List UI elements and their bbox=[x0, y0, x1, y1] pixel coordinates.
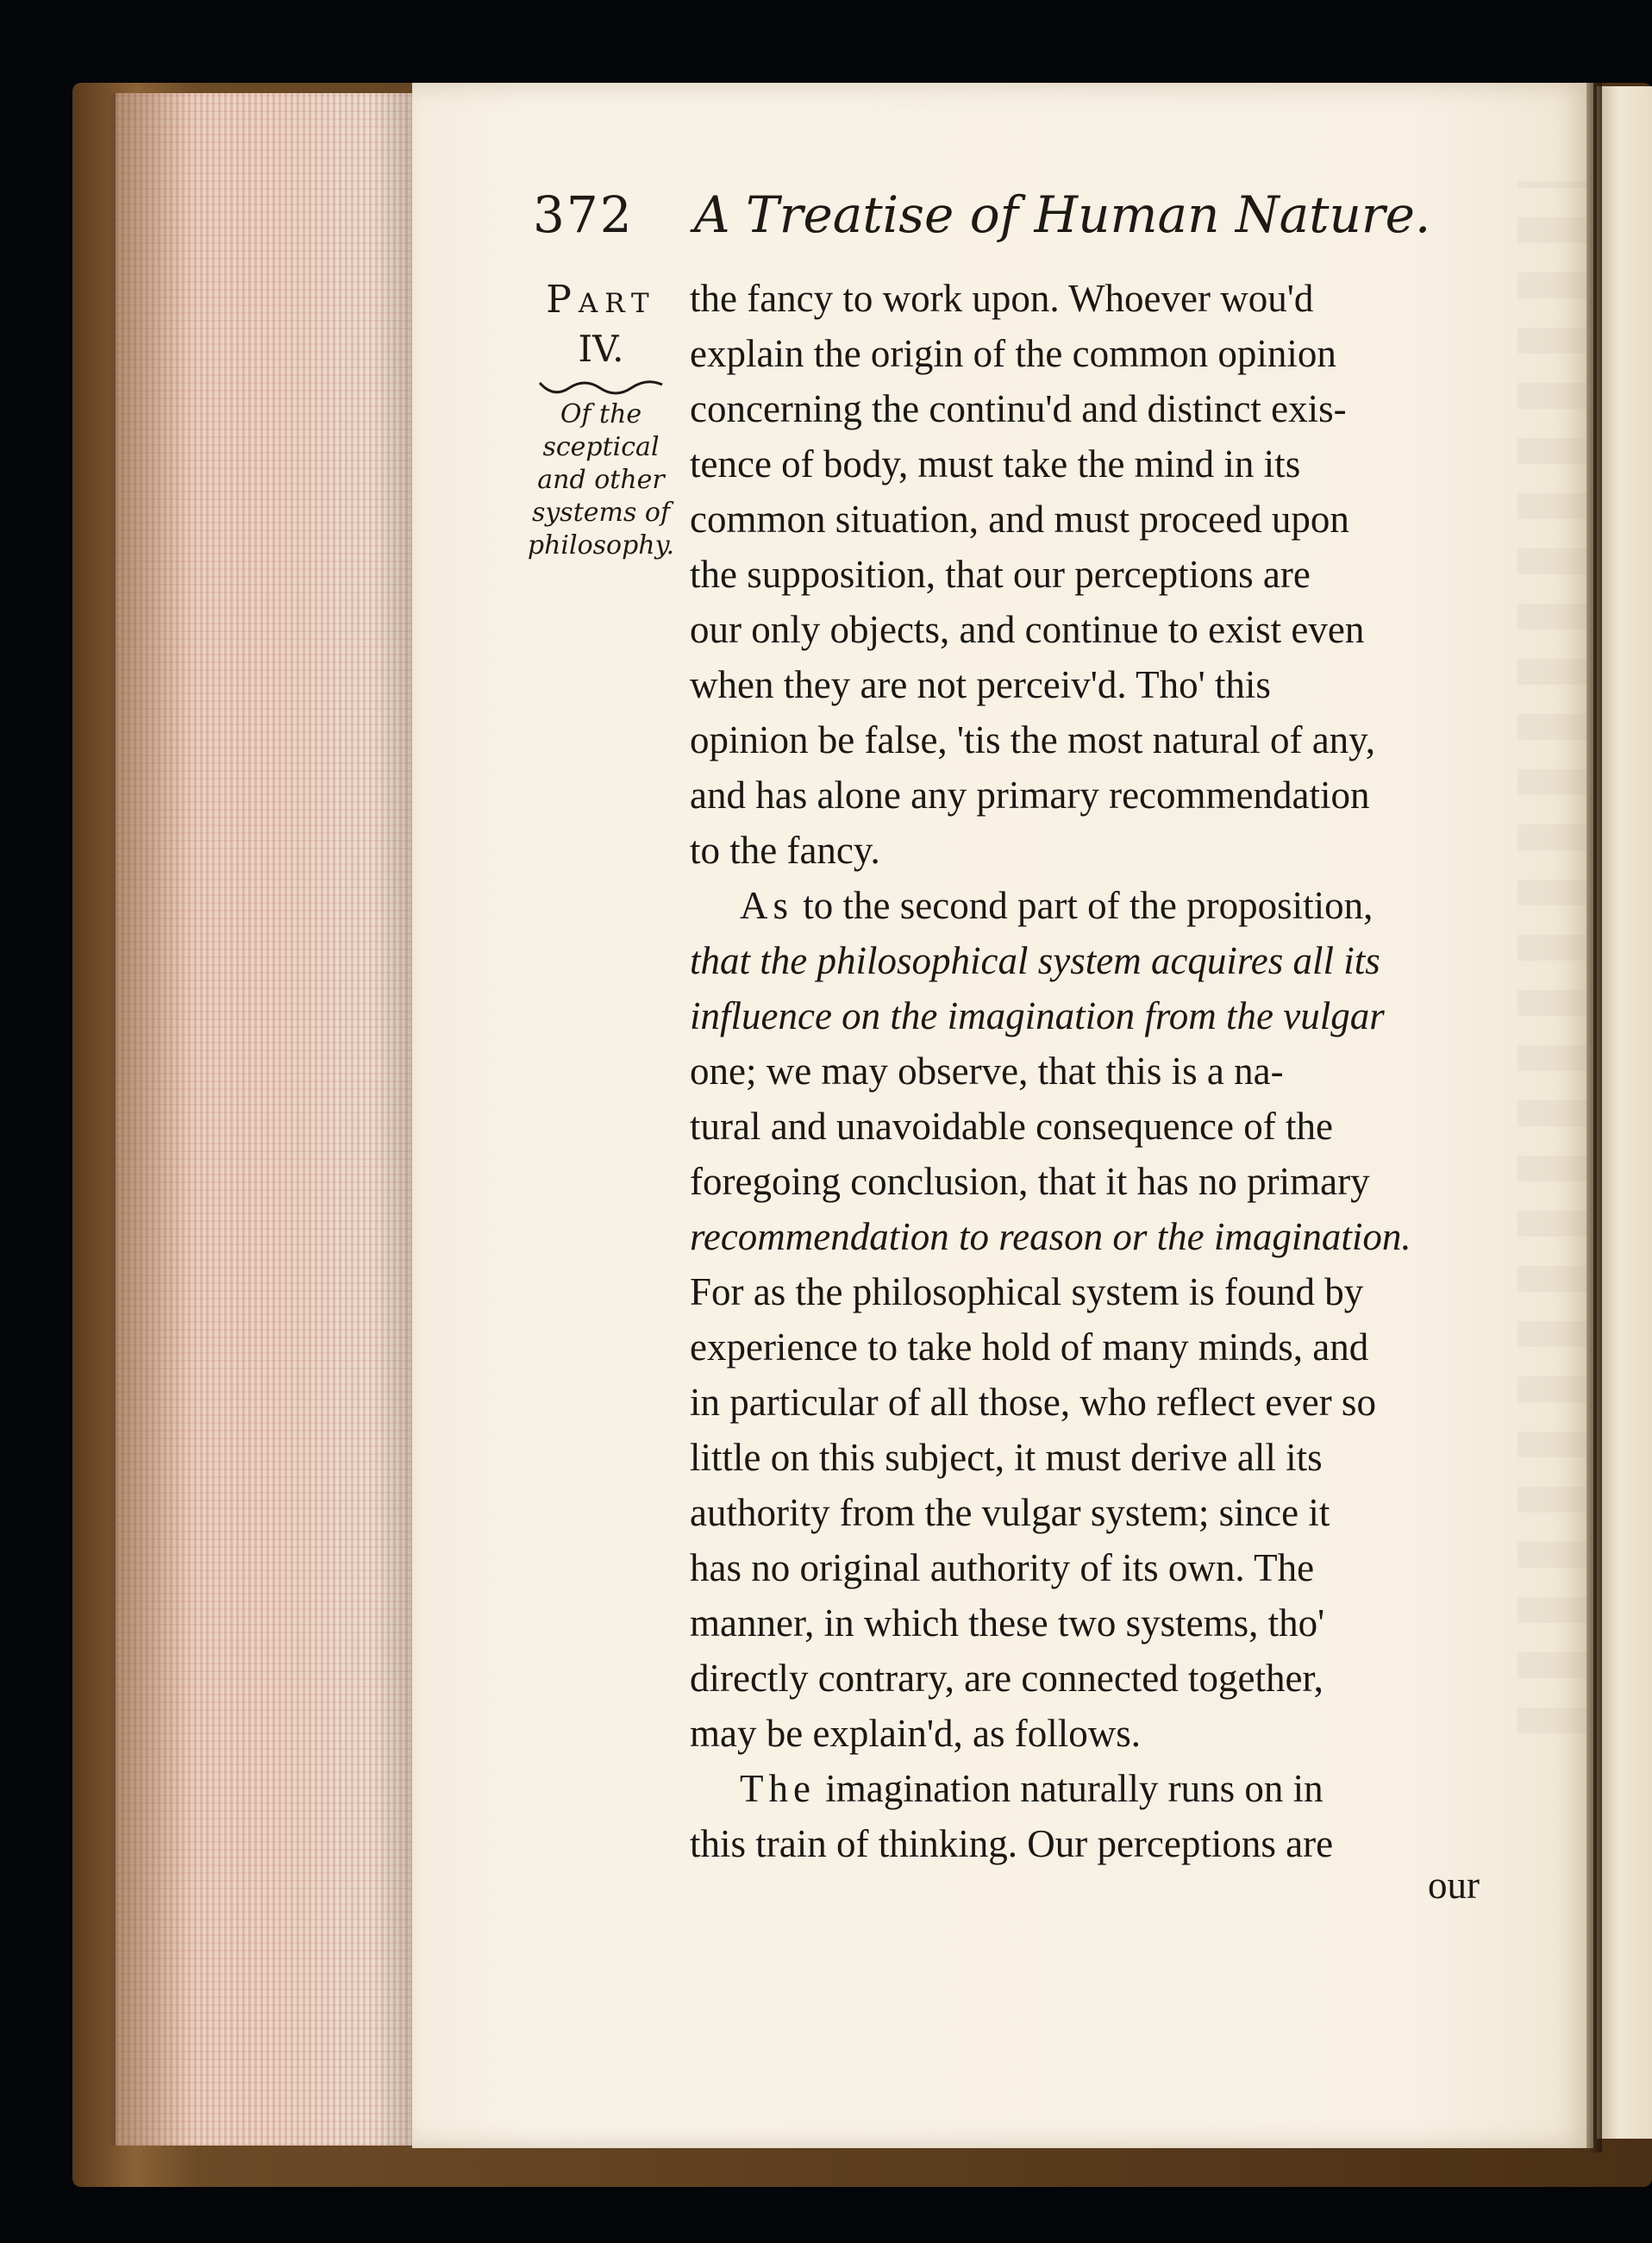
text-line: explain the origin of the common opinion bbox=[690, 332, 1336, 375]
text-line: the supposition, that our perceptions are bbox=[690, 553, 1311, 596]
paragraph-3 bbox=[690, 1761, 1496, 1871]
text-line: imagination naturally runs on in bbox=[815, 1767, 1323, 1810]
facing-page-edge bbox=[1597, 86, 1652, 2139]
text-line: tural and unavoidable consequence of the bbox=[690, 1105, 1333, 1148]
marginal-note bbox=[524, 274, 678, 562]
italic-line: that the philosophical system acquires all its bbox=[690, 939, 1380, 982]
running-header bbox=[533, 185, 1430, 244]
page-gutter bbox=[1586, 83, 1602, 2152]
flourish-ornament bbox=[536, 376, 666, 398]
text-line: has no original authority of its own. The bbox=[690, 1546, 1315, 1589]
text-line: manner, in which these two systems, tho' bbox=[690, 1601, 1325, 1645]
text-line: common situation, and must proceed upon bbox=[690, 498, 1349, 541]
text-line: experience to take hold of many minds, and bbox=[690, 1325, 1369, 1369]
text-line: opinion be false, 'tis the most natural of any, bbox=[690, 718, 1376, 761]
text-line: tence of body, must take the mind in its bbox=[690, 442, 1301, 486]
topic-line: sceptical bbox=[542, 432, 660, 462]
catchword: our bbox=[1428, 1864, 1480, 1907]
part-number: IV. bbox=[578, 328, 624, 370]
italic-line: recommendation to reason or the imagination. bbox=[690, 1215, 1411, 1258]
text-line: concerning the continu'd and distinct exis- bbox=[690, 387, 1347, 430]
paragraph-1 bbox=[690, 271, 1496, 878]
page-edges-shade bbox=[110, 93, 421, 2146]
page-number: 372 bbox=[533, 185, 634, 244]
drop-word: The bbox=[740, 1767, 816, 1810]
text-line: authority from the vulgar system; since it bbox=[690, 1491, 1330, 1534]
running-title: A Treatise of Human Nature. bbox=[693, 185, 1431, 244]
paragraph-2 bbox=[690, 878, 1496, 1761]
topic-line: philosophy. bbox=[527, 530, 675, 561]
text-line: our only objects, and continue to exist even bbox=[690, 608, 1365, 651]
body-text bbox=[690, 271, 1496, 1871]
text-line: in particular of all those, who reflect ever so bbox=[690, 1381, 1376, 1424]
text-line: foregoing conclusion, that it has no primary bbox=[690, 1160, 1370, 1203]
part-label: Part bbox=[546, 278, 656, 322]
drop-word: As bbox=[740, 884, 794, 927]
text-line: to the second part of the proposition, bbox=[793, 884, 1374, 927]
text-line: one; we may observe, that this is a na- bbox=[690, 1049, 1284, 1093]
text-line: For as the philosophical system is found by bbox=[690, 1270, 1364, 1313]
text-line: to the fancy. bbox=[690, 829, 880, 872]
topic-line: systems of bbox=[531, 498, 671, 528]
text-line: directly contrary, are connected together, bbox=[690, 1657, 1323, 1700]
text-line: may be explain'd, as follows. bbox=[690, 1712, 1141, 1755]
show-through bbox=[1517, 181, 1586, 1733]
italic-line: influence on the imagination from the vulgar bbox=[690, 994, 1385, 1037]
topic-line: Of the bbox=[560, 399, 642, 429]
text-line: when they are not perceiv'd. Tho' this bbox=[690, 663, 1271, 706]
text-line: and has alone any primary recommendation bbox=[690, 774, 1370, 817]
topic-note bbox=[524, 398, 678, 562]
text-line: the fancy to work upon. Whoever wou'd bbox=[690, 277, 1314, 320]
text-line: little on this subject, it must derive all its bbox=[690, 1436, 1323, 1479]
topic-line: and other bbox=[537, 465, 665, 495]
text-line: this train of thinking. Our perceptions are bbox=[690, 1822, 1334, 1865]
